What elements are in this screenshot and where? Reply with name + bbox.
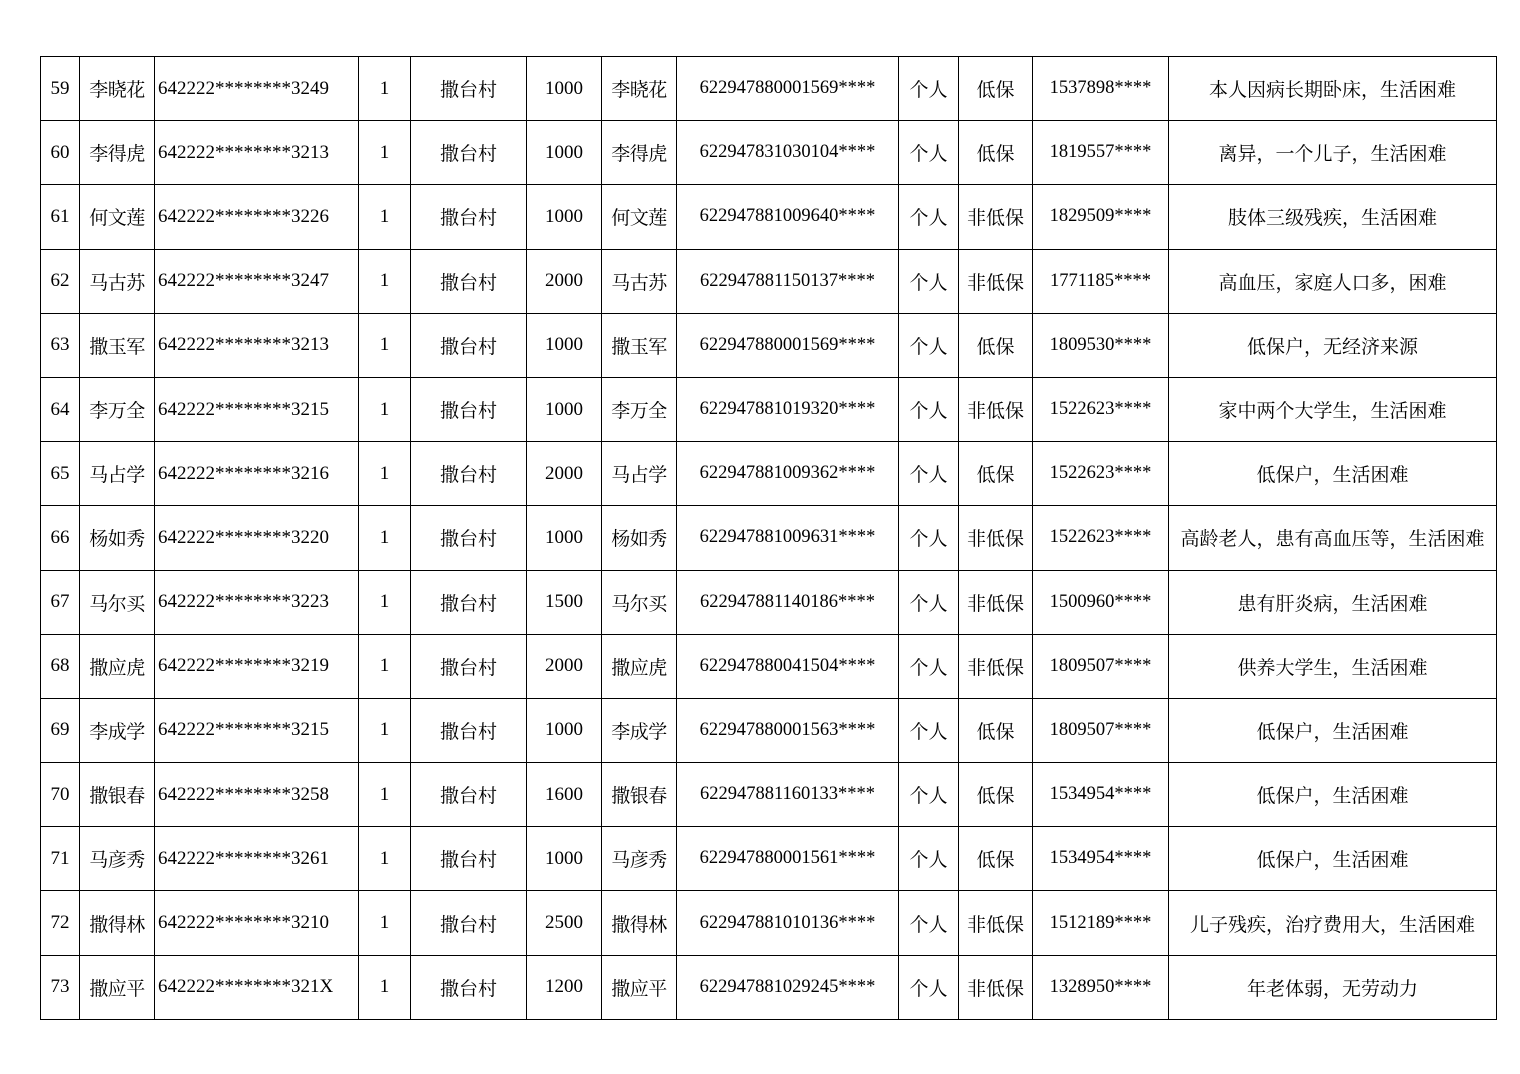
name-cell: 杨如秀 — [80, 506, 155, 570]
name-cell: 马彦秀 — [80, 827, 155, 891]
village-cell: 撒台村 — [411, 185, 527, 249]
phone-cell: 1522623**** — [1033, 442, 1169, 506]
account-holder-cell: 李晓花 — [602, 57, 677, 121]
amount-cell: 1600 — [527, 763, 602, 827]
bank-card-cell: 622947880001563**** — [677, 698, 899, 762]
phone-cell: 1829509**** — [1033, 185, 1169, 249]
reason-cell: 离异，一个儿子，生活困难 — [1169, 121, 1497, 185]
account-holder-cell: 撒银春 — [602, 763, 677, 827]
row-number-cell: 70 — [41, 763, 80, 827]
village-cell: 撒台村 — [411, 827, 527, 891]
bank-card-cell: 622947881009640**** — [677, 185, 899, 249]
household-count-cell: 1 — [359, 763, 411, 827]
id-number-cell: 642222********3213 — [155, 313, 359, 377]
row-number-cell: 64 — [41, 377, 80, 441]
id-number-cell: 642222********3210 — [155, 891, 359, 955]
village-cell: 撒台村 — [411, 249, 527, 313]
household-count-cell: 1 — [359, 249, 411, 313]
reason-cell: 低保户，生活困难 — [1169, 763, 1497, 827]
table-row — [41, 57, 1497, 121]
table-row — [41, 698, 1497, 762]
village-cell: 撒台村 — [411, 698, 527, 762]
account-holder-cell: 李得虎 — [602, 121, 677, 185]
phone-cell: 1534954**** — [1033, 763, 1169, 827]
phone-cell: 1512189**** — [1033, 891, 1169, 955]
account-type-cell: 个人 — [899, 185, 959, 249]
village-cell: 撒台村 — [411, 763, 527, 827]
subsidy-status-cell: 非低保 — [959, 506, 1033, 570]
village-cell: 撒台村 — [411, 955, 527, 1019]
subsidy-status-cell: 低保 — [959, 763, 1033, 827]
row-number-cell: 66 — [41, 506, 80, 570]
household-count-cell: 1 — [359, 185, 411, 249]
name-cell: 李晓花 — [80, 57, 155, 121]
phone-cell: 1771185**** — [1033, 249, 1169, 313]
name-cell: 撒应平 — [80, 955, 155, 1019]
account-type-cell: 个人 — [899, 698, 959, 762]
household-count-cell: 1 — [359, 121, 411, 185]
bank-card-cell: 622947881140186**** — [677, 570, 899, 634]
reason-cell: 高龄老人，患有高血压等，生活困难 — [1169, 506, 1497, 570]
amount-cell: 1200 — [527, 955, 602, 1019]
amount-cell: 1000 — [527, 698, 602, 762]
row-number-cell: 65 — [41, 442, 80, 506]
table-row — [41, 249, 1497, 313]
village-cell: 撒台村 — [411, 442, 527, 506]
table-row — [41, 634, 1497, 698]
id-number-cell: 642222********3216 — [155, 442, 359, 506]
relief-recipients-table — [40, 56, 1497, 1020]
household-count-cell: 1 — [359, 955, 411, 1019]
name-cell: 撒玉军 — [80, 313, 155, 377]
row-number-cell: 62 — [41, 249, 80, 313]
phone-cell: 1522623**** — [1033, 506, 1169, 570]
account-holder-cell: 撒应虎 — [602, 634, 677, 698]
table-row — [41, 891, 1497, 955]
subsidy-status-cell: 非低保 — [959, 570, 1033, 634]
table-row — [41, 955, 1497, 1019]
amount-cell: 1000 — [527, 377, 602, 441]
reason-cell: 高血压，家庭人口多，困难 — [1169, 249, 1497, 313]
account-holder-cell: 何文莲 — [602, 185, 677, 249]
household-count-cell: 1 — [359, 442, 411, 506]
account-holder-cell: 撒玉军 — [602, 313, 677, 377]
row-number-cell: 72 — [41, 891, 80, 955]
household-count-cell: 1 — [359, 698, 411, 762]
household-count-cell: 1 — [359, 634, 411, 698]
bank-card-cell: 622947881019320**** — [677, 377, 899, 441]
id-number-cell: 642222********3226 — [155, 185, 359, 249]
bank-card-cell: 622947831030104**** — [677, 121, 899, 185]
reason-cell: 低保户，生活困难 — [1169, 442, 1497, 506]
row-number-cell: 63 — [41, 313, 80, 377]
bank-card-cell: 622947881010136**** — [677, 891, 899, 955]
household-count-cell: 1 — [359, 506, 411, 570]
name-cell: 马尔买 — [80, 570, 155, 634]
subsidy-status-cell: 低保 — [959, 313, 1033, 377]
account-type-cell: 个人 — [899, 955, 959, 1019]
subsidy-status-cell: 非低保 — [959, 634, 1033, 698]
row-number-cell: 73 — [41, 955, 80, 1019]
account-holder-cell: 李万全 — [602, 377, 677, 441]
village-cell: 撒台村 — [411, 377, 527, 441]
village-cell: 撒台村 — [411, 506, 527, 570]
account-type-cell: 个人 — [899, 570, 959, 634]
table-row — [41, 121, 1497, 185]
subsidy-status-cell: 非低保 — [959, 185, 1033, 249]
amount-cell: 2000 — [527, 634, 602, 698]
household-count-cell: 1 — [359, 570, 411, 634]
name-cell: 李得虎 — [80, 121, 155, 185]
subsidy-status-cell: 低保 — [959, 57, 1033, 121]
household-count-cell: 1 — [359, 313, 411, 377]
amount-cell: 2000 — [527, 442, 602, 506]
table-row — [41, 506, 1497, 570]
id-number-cell: 642222********3213 — [155, 121, 359, 185]
household-count-cell: 1 — [359, 57, 411, 121]
reason-cell: 低保户，生活困难 — [1169, 698, 1497, 762]
row-number-cell: 60 — [41, 121, 80, 185]
table-row — [41, 763, 1497, 827]
name-cell: 马占学 — [80, 442, 155, 506]
subsidy-status-cell: 非低保 — [959, 955, 1033, 1019]
table-row — [41, 377, 1497, 441]
amount-cell: 1000 — [527, 121, 602, 185]
phone-cell: 1537898**** — [1033, 57, 1169, 121]
id-number-cell: 642222********3223 — [155, 570, 359, 634]
reason-cell: 本人因病长期卧床，生活困难 — [1169, 57, 1497, 121]
amount-cell: 1000 — [527, 827, 602, 891]
row-number-cell: 71 — [41, 827, 80, 891]
reason-cell: 患有肝炎病，生活困难 — [1169, 570, 1497, 634]
phone-cell: 1809507**** — [1033, 698, 1169, 762]
account-type-cell: 个人 — [899, 634, 959, 698]
row-number-cell: 68 — [41, 634, 80, 698]
name-cell: 李万全 — [80, 377, 155, 441]
bank-card-cell: 622947881150137**** — [677, 249, 899, 313]
village-cell: 撒台村 — [411, 57, 527, 121]
account-type-cell: 个人 — [899, 442, 959, 506]
reason-cell: 低保户，生活困难 — [1169, 827, 1497, 891]
account-type-cell: 个人 — [899, 891, 959, 955]
table-row — [41, 827, 1497, 891]
reason-cell: 低保户，无经济来源 — [1169, 313, 1497, 377]
amount-cell: 2000 — [527, 249, 602, 313]
amount-cell: 2500 — [527, 891, 602, 955]
id-number-cell: 642222********3220 — [155, 506, 359, 570]
household-count-cell: 1 — [359, 377, 411, 441]
account-type-cell: 个人 — [899, 57, 959, 121]
account-holder-cell: 撒应平 — [602, 955, 677, 1019]
amount-cell: 1000 — [527, 185, 602, 249]
bank-card-cell: 622947880001561**** — [677, 827, 899, 891]
phone-cell: 1522623**** — [1033, 377, 1169, 441]
id-number-cell: 642222********3249 — [155, 57, 359, 121]
phone-cell: 1809507**** — [1033, 634, 1169, 698]
id-number-cell: 642222********3215 — [155, 698, 359, 762]
reason-cell: 家中两个大学生，生活困难 — [1169, 377, 1497, 441]
table-row — [41, 442, 1497, 506]
bank-card-cell: 622947881009631**** — [677, 506, 899, 570]
id-number-cell: 642222********3261 — [155, 827, 359, 891]
phone-cell: 1809530**** — [1033, 313, 1169, 377]
subsidy-status-cell: 非低保 — [959, 249, 1033, 313]
name-cell: 马古苏 — [80, 249, 155, 313]
table-row — [41, 570, 1497, 634]
bank-card-cell: 622947880001569**** — [677, 313, 899, 377]
account-holder-cell: 撒得林 — [602, 891, 677, 955]
account-type-cell: 个人 — [899, 506, 959, 570]
phone-cell: 1328950**** — [1033, 955, 1169, 1019]
bank-card-cell: 622947880001569**** — [677, 57, 899, 121]
id-number-cell: 642222********3247 — [155, 249, 359, 313]
village-cell: 撒台村 — [411, 891, 527, 955]
name-cell: 何文莲 — [80, 185, 155, 249]
name-cell: 撒得林 — [80, 891, 155, 955]
reason-cell: 肢体三级残疾，生活困难 — [1169, 185, 1497, 249]
account-type-cell: 个人 — [899, 763, 959, 827]
account-holder-cell: 杨如秀 — [602, 506, 677, 570]
row-number-cell: 59 — [41, 57, 80, 121]
subsidy-status-cell: 低保 — [959, 442, 1033, 506]
phone-cell: 1500960**** — [1033, 570, 1169, 634]
reason-cell: 年老体弱，无劳动力 — [1169, 955, 1497, 1019]
reason-cell: 儿子残疾，治疗费用大，生活困难 — [1169, 891, 1497, 955]
account-holder-cell: 马尔买 — [602, 570, 677, 634]
name-cell: 李成学 — [80, 698, 155, 762]
phone-cell: 1819557**** — [1033, 121, 1169, 185]
account-type-cell: 个人 — [899, 827, 959, 891]
table-row — [41, 185, 1497, 249]
bank-card-cell: 622947881029245**** — [677, 955, 899, 1019]
amount-cell: 1500 — [527, 570, 602, 634]
subsidy-status-cell: 低保 — [959, 698, 1033, 762]
id-number-cell: 642222********3258 — [155, 763, 359, 827]
subsidy-status-cell: 非低保 — [959, 891, 1033, 955]
name-cell: 撒应虎 — [80, 634, 155, 698]
account-type-cell: 个人 — [899, 249, 959, 313]
account-holder-cell: 马古苏 — [602, 249, 677, 313]
household-count-cell: 1 — [359, 891, 411, 955]
village-cell: 撒台村 — [411, 313, 527, 377]
household-count-cell: 1 — [359, 827, 411, 891]
row-number-cell: 69 — [41, 698, 80, 762]
id-number-cell: 642222********3219 — [155, 634, 359, 698]
village-cell: 撒台村 — [411, 121, 527, 185]
subsidy-status-cell: 低保 — [959, 121, 1033, 185]
subsidy-status-cell: 非低保 — [959, 377, 1033, 441]
account-holder-cell: 马彦秀 — [602, 827, 677, 891]
name-cell: 撒银春 — [80, 763, 155, 827]
reason-cell: 供养大学生，生活困难 — [1169, 634, 1497, 698]
account-type-cell: 个人 — [899, 377, 959, 441]
village-cell: 撒台村 — [411, 634, 527, 698]
bank-card-cell: 622947880041504**** — [677, 634, 899, 698]
account-holder-cell: 李成学 — [602, 698, 677, 762]
bank-card-cell: 622947881160133**** — [677, 763, 899, 827]
account-type-cell: 个人 — [899, 121, 959, 185]
account-holder-cell: 马占学 — [602, 442, 677, 506]
row-number-cell: 61 — [41, 185, 80, 249]
table-row — [41, 313, 1497, 377]
amount-cell: 1000 — [527, 506, 602, 570]
table-body — [41, 57, 1497, 1020]
amount-cell: 1000 — [527, 57, 602, 121]
amount-cell: 1000 — [527, 313, 602, 377]
phone-cell: 1534954**** — [1033, 827, 1169, 891]
id-number-cell: 642222********3215 — [155, 377, 359, 441]
id-number-cell: 642222********321X — [155, 955, 359, 1019]
account-type-cell: 个人 — [899, 313, 959, 377]
village-cell: 撒台村 — [411, 570, 527, 634]
bank-card-cell: 622947881009362**** — [677, 442, 899, 506]
subsidy-status-cell: 低保 — [959, 827, 1033, 891]
row-number-cell: 67 — [41, 570, 80, 634]
